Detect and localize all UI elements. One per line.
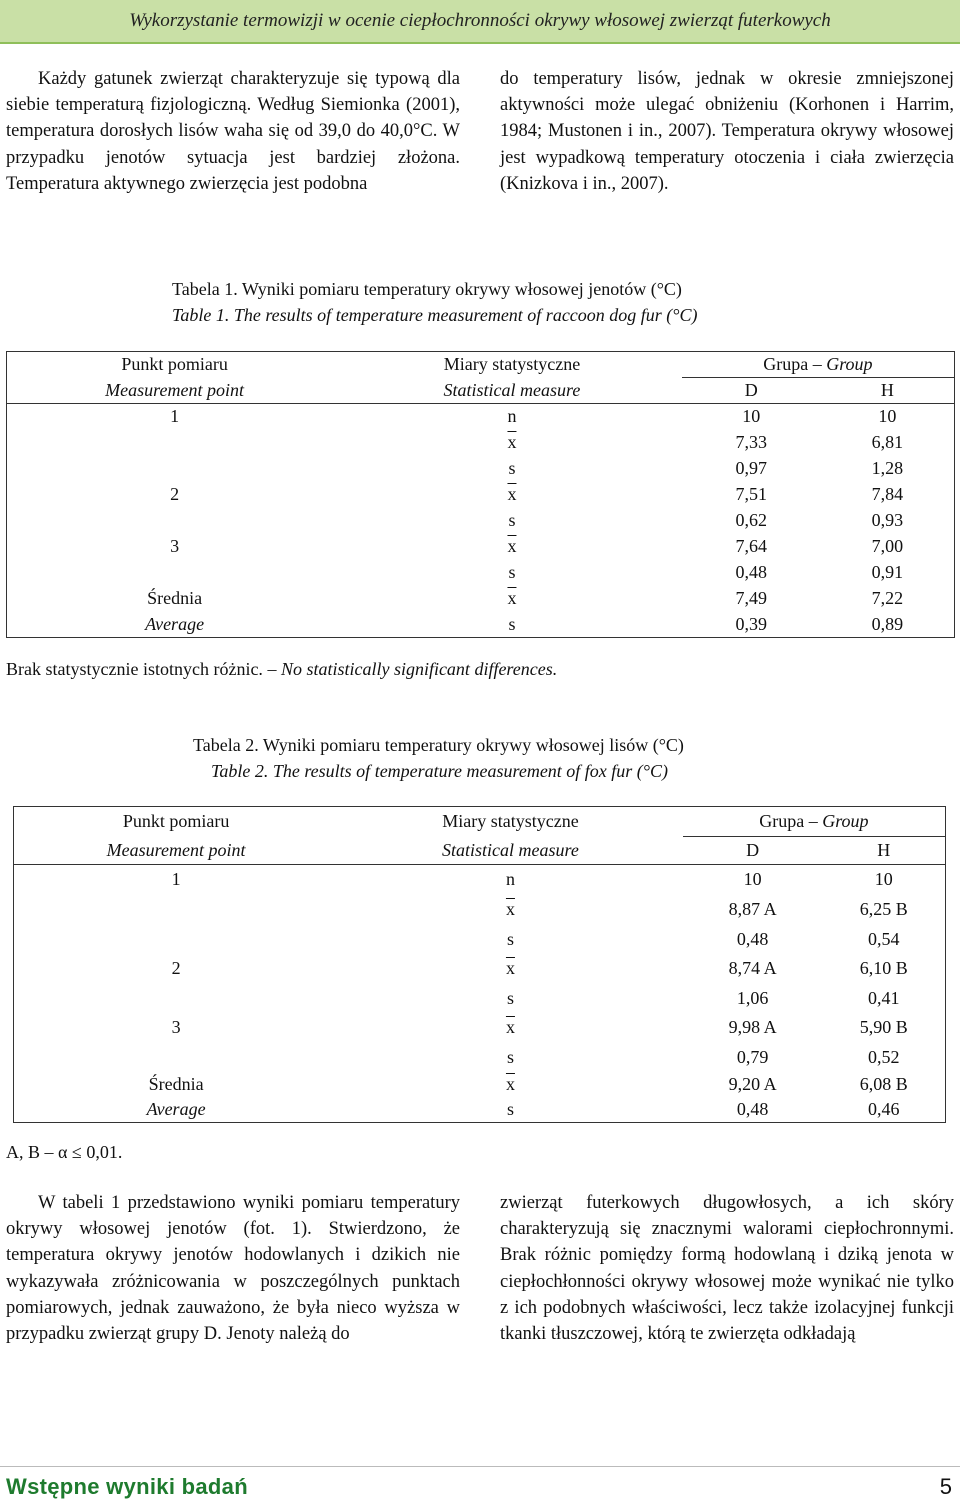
table-row: [14, 1043, 946, 1072]
body-right-text: zwierząt futerkowych długowłosych, a ich skóry charakteryzują się znacznymi walorami ciepłochronnymi. Brak różnic pomiędzy formą hodowlaną i dziką jenota w ciepłochłonności okrywy włosowej może wynikać nie tylko z ich podobnych właściwości, lecz także izolacyjnej funkcji tkanki tłuszczowej, którą te zwierzęta odkładają: [500, 1193, 954, 1345]
body-left-column: [6, 1190, 460, 1347]
cell-group-h: 5,90 B: [823, 1013, 946, 1043]
table-row: [7, 586, 955, 612]
table2-caption: [193, 732, 684, 784]
table2-header-point-pl: Punkt pomiaru: [14, 807, 339, 837]
cell-group-d: 0,79: [736, 1046, 769, 1067]
cell-measure: s: [506, 1046, 514, 1067]
table-row: [14, 984, 946, 1013]
cell-measure: n: [342, 404, 682, 430]
cell-group-d: 0,48: [736, 928, 769, 949]
cell-group-d: 0,62: [735, 510, 767, 530]
cell-group-h: 1,28: [821, 456, 955, 482]
cell-group-d: 7,51: [735, 484, 767, 504]
page-number: 5: [939, 1474, 952, 1499]
cell-measure: $\overline{x}$: [507, 588, 517, 608]
table1-note-dash: –: [267, 659, 277, 679]
cell-group-d: 10: [682, 404, 821, 430]
body-left-text: W tabeli 1 przedstawiono wyniki pomiaru temperatury okrywy włosowej jenotów (fot. 1). Stwierdzono, że temperatura okrywy jenotów hodowlanych i dzikich nie wykazywała zróżnicowania w poszczególnych punktach pomiarowych, jednak zauważono, że była nieco wyższa w przypadku zwierząt grupy D. Jenoty należą do: [6, 1193, 460, 1345]
table2-caption-pl: Tabela 2. Wyniki pomiaru temperatury okrywy włosowej lisów (°C): [193, 735, 684, 755]
cell-point: Average: [14, 1097, 339, 1123]
table1-note: [6, 659, 557, 680]
cell-measure: s: [338, 1097, 683, 1123]
table1-note-en: No statistically significant differences.: [280, 659, 558, 679]
table-row: [7, 430, 955, 456]
table-row: [7, 456, 955, 482]
cell-measure: s: [342, 612, 682, 638]
cell-point: [14, 984, 339, 1013]
table-row: [7, 534, 955, 560]
cell-measure: $\overline{x}$: [507, 536, 517, 556]
table-row: [14, 925, 946, 954]
cell-group-h: 7,00: [821, 534, 955, 560]
cell-group-d: 7,49: [735, 588, 767, 608]
cell-group-h: 0,46: [823, 1097, 946, 1123]
cell-group-d: 7,33: [735, 432, 767, 452]
intro-right-column: [500, 66, 954, 197]
table-row: [7, 612, 955, 638]
table1-header-measure-en: Statistical measure: [443, 379, 581, 400]
table1-note-pl: Brak statystycznie istotnych różnic.: [6, 659, 263, 679]
cell-group-d: 0,39: [682, 612, 821, 638]
table1-header-point-en: Measurement point: [7, 378, 343, 404]
cell-group-h: 6,81: [821, 430, 955, 456]
cell-measure: s: [508, 510, 516, 530]
footer-section-title: Wstępne wyniki badań: [6, 1474, 248, 1499]
cell-group-d: 0,97: [735, 458, 767, 478]
cell-measure: $\overline{x}$: [507, 432, 517, 452]
cell-measure: s: [508, 562, 516, 582]
table2-caption-en: Table 2. The results of temperature measurement of fox fur (°C): [211, 761, 668, 781]
table-row: [14, 1013, 946, 1043]
table1-header-measure-pl: Miary statystyczne: [342, 352, 682, 378]
cell-point: 1: [14, 865, 339, 895]
table2-header-measure-en: Statistical measure: [442, 839, 579, 860]
cell-point: 2: [7, 482, 343, 508]
table2-header-group-h: H: [823, 837, 946, 865]
cell-point: Średnia: [7, 586, 343, 612]
cell-point: Average: [7, 612, 343, 638]
cell-group-d: 7,64: [735, 536, 767, 556]
cell-point: [14, 895, 339, 925]
cell-measure: $\overline{x}$: [505, 958, 515, 978]
cell-point: [7, 508, 343, 534]
table1-caption-pl: Tabela 1. Wyniki pomiaru temperatury okrywy włosowej jenotów (°C): [172, 279, 682, 299]
table2-header-group: Grupa – Group: [683, 807, 946, 837]
table-row: [7, 482, 955, 508]
cell-point: 3: [14, 1013, 339, 1043]
cell-group-h: 0,93: [821, 508, 955, 534]
table-row: [7, 560, 955, 586]
cell-group-h: 6,25 B: [823, 895, 946, 925]
cell-measure: s: [506, 928, 514, 949]
intro-left-column: [6, 66, 460, 197]
table2-header-measure-pl: Miary statystyczne: [338, 807, 683, 837]
cell-measure: $\overline{x}$: [505, 1017, 515, 1037]
cell-group-d: 9,98 A: [728, 1017, 777, 1037]
cell-point: 3: [7, 534, 343, 560]
table-row: [14, 895, 946, 925]
cell-group-h: 6,10 B: [823, 954, 946, 984]
cell-group-d: 8,74 A: [728, 958, 777, 978]
running-header: [0, 0, 960, 44]
cell-group-d: 9,20 A: [728, 1073, 777, 1094]
table-row: [7, 404, 955, 430]
body-right-column: [500, 1190, 954, 1347]
cell-group-h: 10: [821, 404, 955, 430]
cell-point: [14, 925, 339, 954]
cell-group-d: 1,06: [736, 987, 769, 1008]
table1: [6, 351, 955, 638]
cell-group-h: 0,91: [821, 560, 955, 586]
cell-measure: $\overline{x}$: [505, 899, 515, 919]
table1-caption-en: Table 1. The results of temperature measurement of raccoon dog fur (°C): [172, 305, 698, 325]
table2-note: A, B – α ≤ 0,01.: [6, 1142, 123, 1162]
cell-group-d: 0,48: [735, 562, 767, 582]
cell-group-h: 0,41: [823, 984, 946, 1013]
intro-right-text: do temperatury lisów, jednak w okresie zmniejszonej aktywności może ulegać obniżeniu (Korhonen i Harrim, 1984; Mustonen i in., 2007). Temperatura okrywy włosowej jest wypadkową temperatury otoczenia i ciała zwierzęcia (Knizkova i in., 2007).: [500, 69, 954, 194]
cell-measure: s: [508, 458, 516, 478]
running-header-title: Wykorzystanie termowizji w ocenie ciepłochronności okrywy włosowej zwierząt futerkowych: [129, 10, 831, 31]
cell-point: [7, 456, 343, 482]
cell-group-h: 0,52: [823, 1043, 946, 1072]
cell-measure: $\overline{x}$: [507, 484, 517, 504]
table1-header-group-h: H: [821, 378, 955, 404]
cell-group-h: 7,84: [821, 482, 955, 508]
table-row: [14, 865, 946, 895]
cell-group-d: 8,87 A: [728, 899, 777, 919]
table-row: [14, 1072, 946, 1097]
cell-measure: n: [338, 865, 683, 895]
cell-group-h: 7,22: [821, 586, 955, 612]
cell-group-d: 10: [683, 865, 823, 895]
table2: [13, 806, 946, 1123]
table-row: [14, 1097, 946, 1123]
cell-group-h: 0,54: [823, 925, 946, 954]
cell-group-h: 6,08 B: [823, 1072, 946, 1097]
table1-header-group: Grupa – Group: [682, 352, 955, 378]
cell-group-h: 10: [823, 865, 946, 895]
intro-left-text: Każdy gatunek zwierząt charakteryzuje się typową dla siebie temperaturą fizjologiczną. Według Siemionka (2001), temperatura dorosłych lisów waha się od 39,0 do 40,0°C. W przypadku jenotów sytuacja jest bardziej złożona. Temperatura aktywnego zwierzęcia jest podobna: [6, 69, 460, 194]
table1-header-point-pl: Punkt pomiaru: [7, 352, 343, 378]
cell-point: [14, 1043, 339, 1072]
table1-header-group-d: D: [744, 380, 758, 400]
table1-caption: [172, 276, 698, 328]
cell-point: [7, 430, 343, 456]
cell-point: [7, 560, 343, 586]
table2-header-group-d: D: [746, 840, 760, 860]
cell-measure: $\overline{x}$: [505, 1073, 515, 1094]
table-row: [14, 954, 946, 984]
cell-point: 1: [7, 404, 343, 430]
footer-rule: [0, 1466, 960, 1467]
cell-point: Średnia: [14, 1072, 339, 1097]
cell-point: 2: [14, 954, 339, 984]
cell-measure: s: [506, 987, 514, 1008]
cell-group-h: 0,89: [821, 612, 955, 638]
cell-group-d: 0,48: [683, 1097, 823, 1123]
table-row: [7, 508, 955, 534]
table2-header-point-en: Measurement point: [14, 837, 339, 865]
